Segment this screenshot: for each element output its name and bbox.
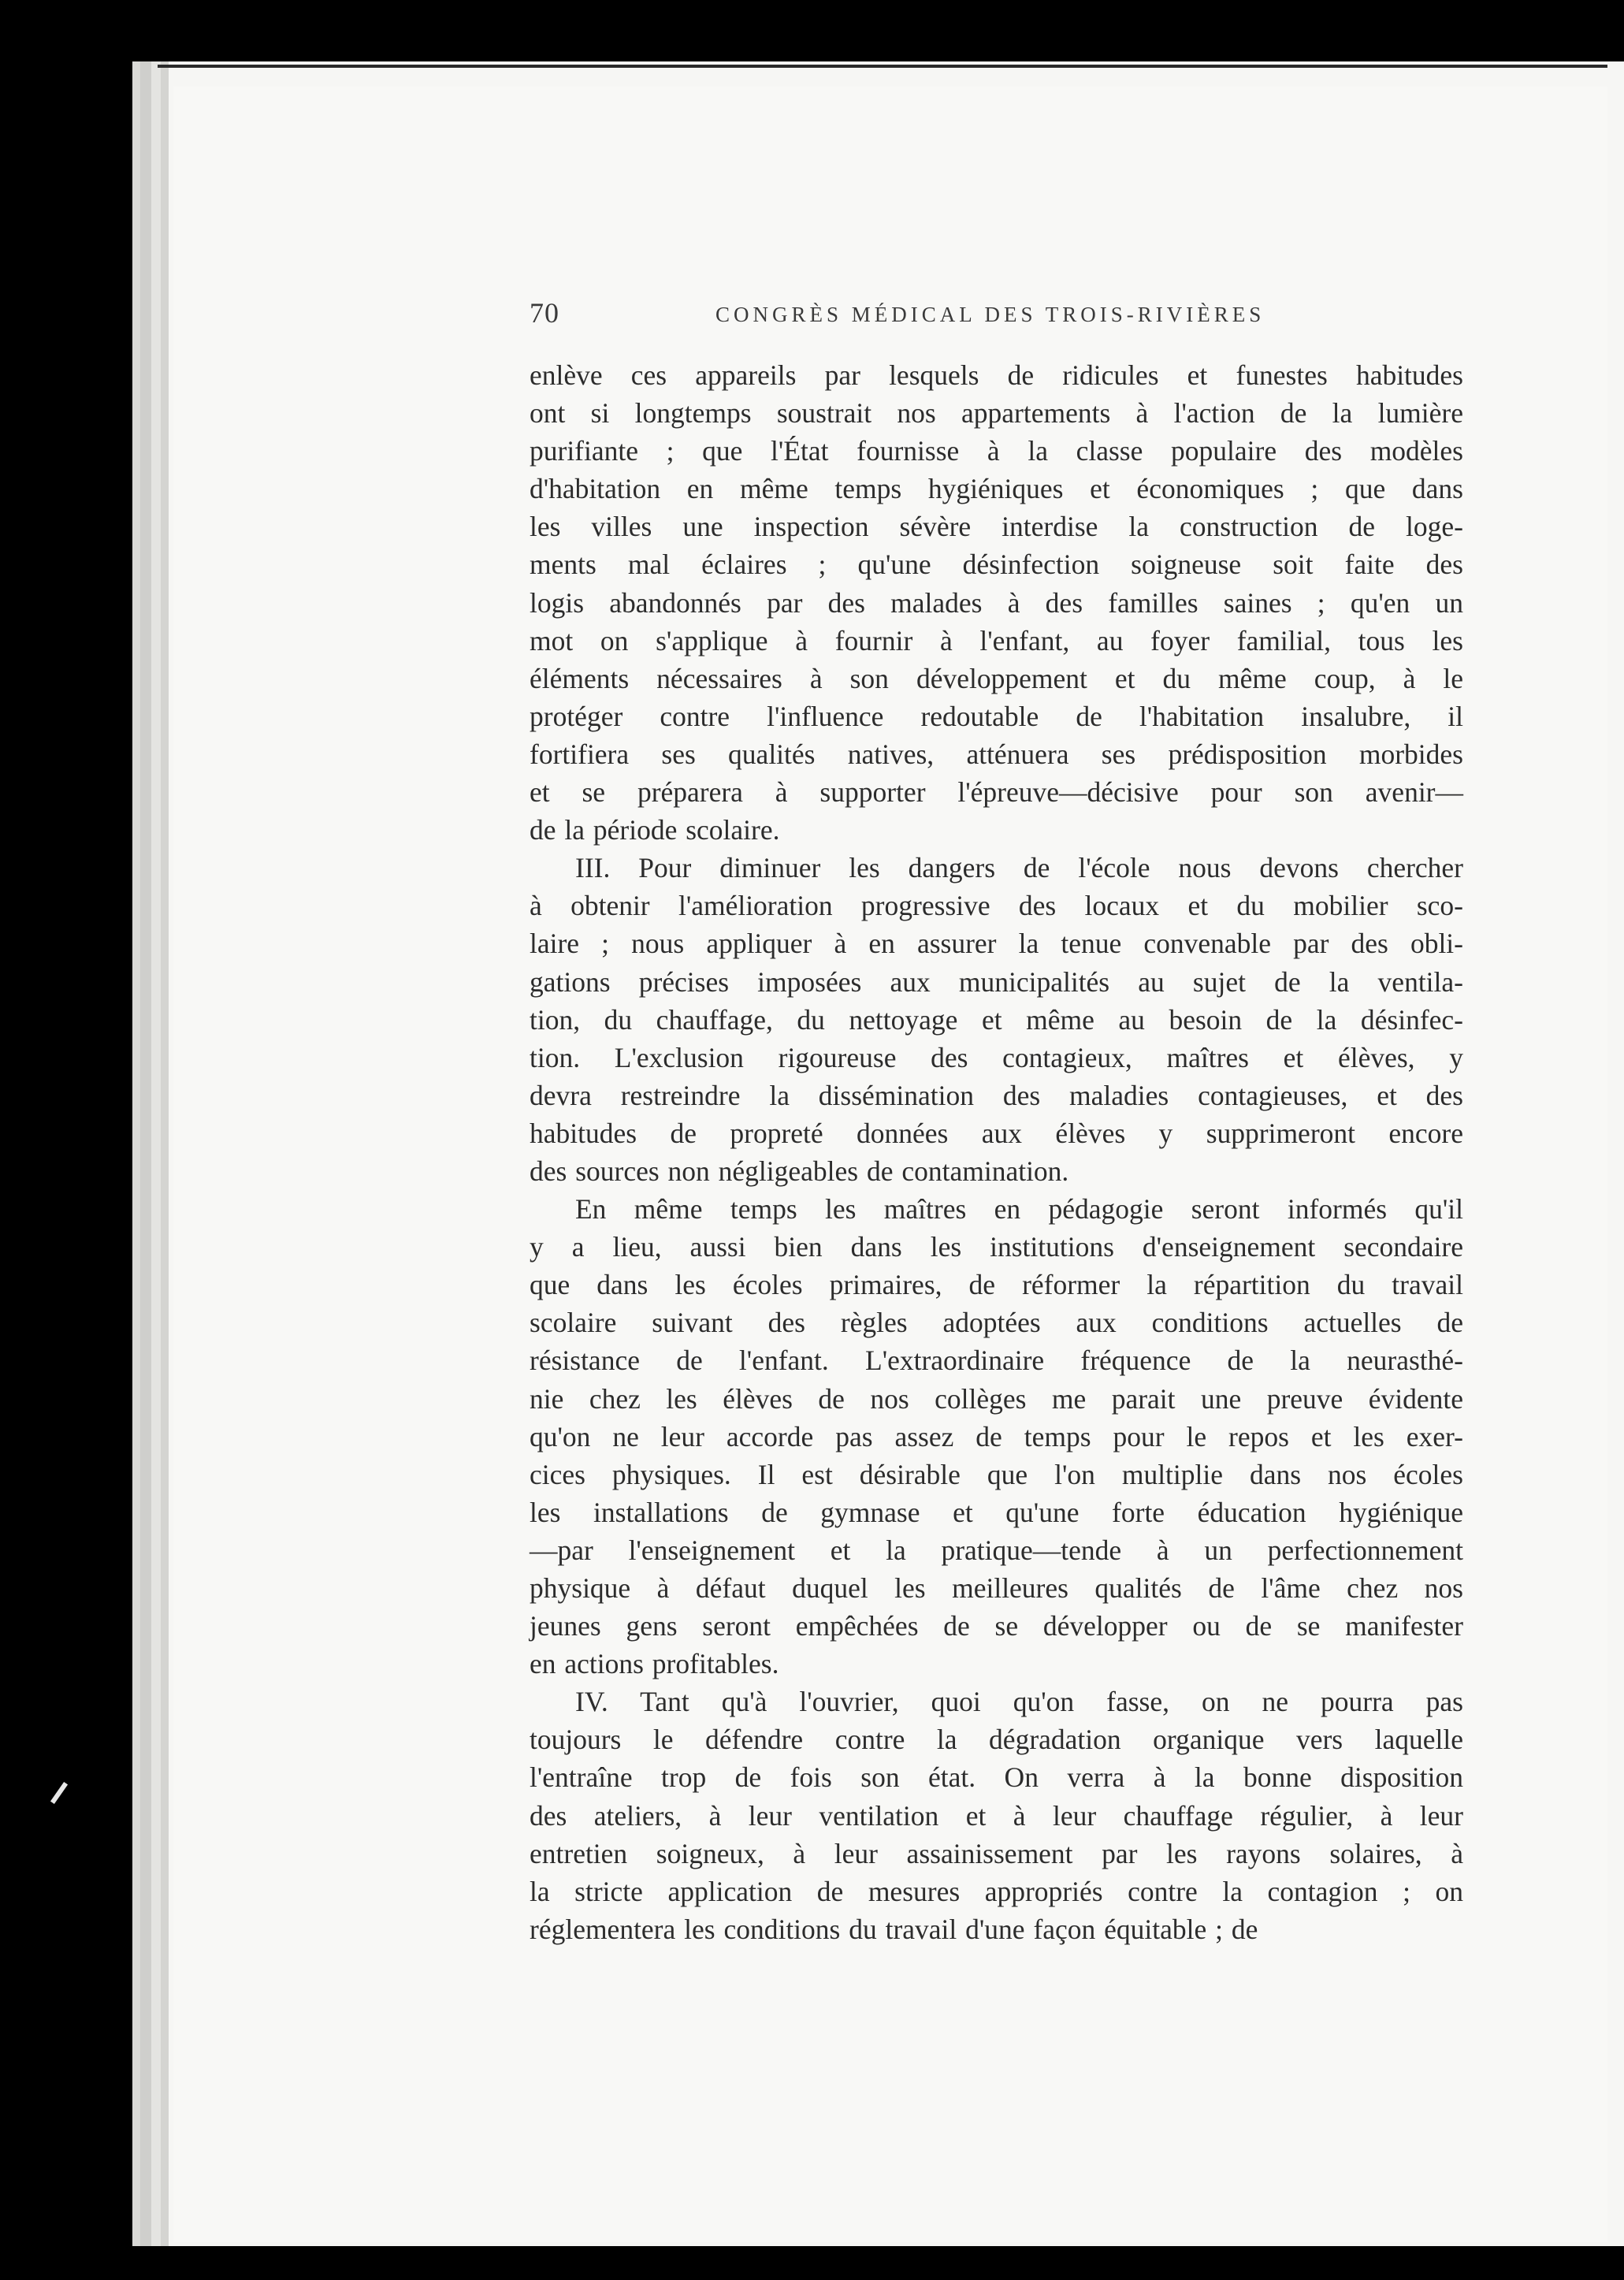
text-line: les installations de gymnase et qu'une forte éducation hygiénique bbox=[530, 1496, 1463, 1528]
text-line: jeunes gens seront empêchées de se développer ou de se manifester bbox=[530, 1610, 1463, 1642]
text-line: des ateliers, à leur ventilation et à leur chauffage régulier, à leur bbox=[530, 1799, 1463, 1832]
text-line: cices physiques. Il est désirable que l'on multiplie dans nos écoles bbox=[530, 1458, 1463, 1490]
page-edge bbox=[158, 65, 1607, 68]
text-line: protéger contre l'influence redoutable de l'habitation insalubre, il bbox=[530, 700, 1463, 732]
text-line: enlève ces appareils par lesquels de ridicules et funestes habitudes bbox=[530, 359, 1463, 391]
text-line: habitudes de propreté données aux élèves y supprimeront encore bbox=[530, 1117, 1463, 1149]
text-line: et se préparera à supporter l'épreuve—décisive pour son avenir— bbox=[530, 776, 1463, 809]
running-title: CONGRÈS MÉDICAL DES TROIS-RIVIÈRES bbox=[715, 303, 1265, 326]
text-line: III. Pour diminuer les dangers de l'école nous devons chercher bbox=[575, 852, 1463, 884]
text-line: réglementera les conditions du travail d'une façon équitable ; de bbox=[530, 1913, 1258, 1945]
paragraph bbox=[530, 356, 1463, 849]
text-line: devra restreindre la dissémination des maladies contagieuses, et des bbox=[530, 1079, 1463, 1111]
paragraph bbox=[530, 849, 1463, 1190]
text-line: que dans les écoles primaires, de réformer la répartition du travail bbox=[530, 1269, 1463, 1301]
text-line: toujours le défendre contre la dégradation organique vers laquelle bbox=[530, 1724, 1463, 1756]
text-line: résistance de l'enfant. L'extraordinaire fréquence de la neurasthé- bbox=[530, 1345, 1463, 1377]
text-line: l'entraîne trop de fois son état. On verra à la bonne disposition bbox=[530, 1761, 1463, 1794]
text-line: en actions profitables. bbox=[530, 1648, 779, 1680]
text-line: —par l'enseignement et la pratique—tende à un perfectionnement bbox=[530, 1534, 1463, 1566]
text-line: les villes une inspection sévère interdise la construction de loge- bbox=[530, 511, 1463, 543]
text-line: nie chez les élèves de nos collèges me parait une preuve évidente bbox=[530, 1382, 1463, 1415]
text-line: laire ; nous appliquer à en assurer la tenue convenable par des obli- bbox=[530, 928, 1463, 960]
page-number: 70 bbox=[530, 297, 559, 329]
text-line: scolaire suivant des règles adoptées aux conditions actuelles de bbox=[530, 1307, 1463, 1339]
text-line: En même temps les maîtres en pédagogie seront informés qu'il bbox=[575, 1193, 1463, 1226]
text-line: des sources non négligeables de contamination. bbox=[530, 1155, 1069, 1187]
text-line: gations précises imposées aux municipalités au sujet de la ventila- bbox=[530, 965, 1463, 998]
text-line: tion, du chauffage, du nettoyage et même au besoin de la désinfec- bbox=[530, 1003, 1463, 1036]
scan-mark bbox=[50, 1782, 68, 1804]
text-line: purifiante ; que l'État fournisse à la classe populaire des modèles bbox=[530, 435, 1463, 467]
page-header bbox=[530, 296, 1463, 336]
text-line: tion. L'exclusion rigoureuse des contagieux, maîtres et élèves, y bbox=[530, 1041, 1463, 1073]
text-line: logis abandonnés par des malades à des familles saines ; qu'en un bbox=[530, 586, 1463, 619]
text-line: ont si longtemps soustrait nos appartements à l'action de la lumière bbox=[530, 397, 1463, 430]
text-line: qu'on ne leur accorde pas assez de temps pour le repos et les exer- bbox=[530, 1420, 1463, 1452]
paragraph bbox=[530, 1683, 1463, 1948]
text-line: entretien soigneux, à leur assainissement par les rayons solaires, à bbox=[530, 1837, 1463, 1869]
text-line: y a lieu, aussi bien dans les institutions d'enseignement secondaire bbox=[530, 1231, 1463, 1263]
text-line: ments mal éclaires ; qu'une désinfection soigneuse soit faite des bbox=[530, 549, 1463, 581]
text-line: d'habitation en même temps hygiéniques et économiques ; que dans bbox=[530, 473, 1463, 505]
body-text bbox=[530, 356, 1463, 1948]
text-line: mot on s'applique à fournir à l'enfant, au foyer familial, tous les bbox=[530, 624, 1463, 656]
text-line: IV. Tant qu'à l'ouvrier, quoi qu'on fasse, on ne pourra pas bbox=[575, 1686, 1463, 1718]
text-line: la stricte application de mesures appropriés contre la contagion ; on bbox=[530, 1875, 1463, 1907]
text-line: de la période scolaire. bbox=[530, 814, 780, 846]
text-line: éléments nécessaires à son développement et du même coup, à le bbox=[530, 662, 1463, 694]
text-line: à obtenir l'amélioration progressive des locaux et du mobilier sco- bbox=[530, 890, 1463, 922]
text-line: physique à défaut duquel les meilleures qualités de l'âme chez nos bbox=[530, 1572, 1463, 1604]
paragraph bbox=[530, 1190, 1463, 1683]
text-line: fortifiera ses qualités natives, atténuera ses prédisposition morbides bbox=[530, 738, 1463, 770]
